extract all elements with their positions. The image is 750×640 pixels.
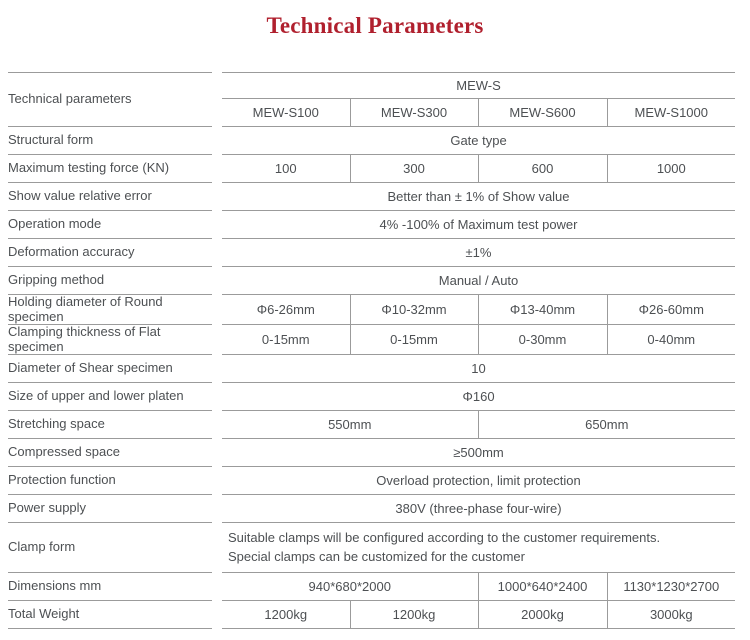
- column-gap: [212, 573, 222, 601]
- row-label-technical-parameters: Technical parameters: [8, 73, 212, 127]
- model-cell-mew-s100: MEW-S100: [222, 99, 350, 127]
- value-cell: 1200kg: [350, 601, 478, 629]
- column-gap: [212, 73, 222, 127]
- value-cell: 10: [222, 355, 735, 383]
- column-gap: [212, 239, 222, 267]
- column-gap: [212, 267, 222, 295]
- row-label: Compressed space: [8, 439, 212, 467]
- row-label: Maximum testing force (KN): [8, 155, 212, 183]
- row-label: Deformation accuracy: [8, 239, 212, 267]
- value-cell: 380V (three-phase four-wire): [222, 495, 735, 523]
- column-gap: [212, 155, 222, 183]
- table-row-header-series: [8, 73, 735, 99]
- column-gap: [212, 127, 222, 155]
- table-row-operation-mode: [8, 211, 735, 239]
- table-row-dimensions: [8, 573, 735, 601]
- clamp-form-line-1: Suitable clamps will be configured according to the customer requirements.: [228, 529, 661, 545]
- row-label: Diameter of Shear specimen: [8, 355, 212, 383]
- table-row-show-value-relative-error: [8, 183, 735, 211]
- table-row-size-upper-lower-platen: [8, 383, 735, 411]
- table-row-gripping-method: [8, 267, 735, 295]
- model-cell-mew-s300: MEW-S300: [350, 99, 478, 127]
- column-gap: [212, 467, 222, 495]
- value-cell: 1000: [607, 155, 735, 183]
- column-gap: [212, 211, 222, 239]
- value-cell: 1000*640*2400: [478, 573, 607, 601]
- value-cell: Φ10-32mm: [350, 295, 478, 325]
- column-gap: [212, 383, 222, 411]
- value-cell: 0-40mm: [607, 325, 735, 355]
- column-gap: [212, 411, 222, 439]
- value-cell: Φ160: [222, 383, 735, 411]
- table-row-holding-diameter-round-specimen: [8, 295, 735, 325]
- value-cell: 1200kg: [222, 601, 350, 629]
- column-gap: [212, 325, 222, 355]
- row-label: Clamp form: [8, 523, 212, 573]
- value-cell: 550mm: [222, 411, 478, 439]
- table-row-max-testing-force: [8, 155, 735, 183]
- value-cell: 0-15mm: [222, 325, 350, 355]
- column-gap: [212, 601, 222, 629]
- row-label: Operation mode: [8, 211, 212, 239]
- page: [0, 10, 750, 640]
- value-cell: Φ6-26mm: [222, 295, 350, 325]
- value-cell: 0-15mm: [350, 325, 478, 355]
- column-gap: [212, 439, 222, 467]
- value-cell: 600: [478, 155, 607, 183]
- table-row-clamping-thickness-flat-specimen: [8, 325, 735, 355]
- column-gap: [212, 295, 222, 325]
- column-gap: [212, 495, 222, 523]
- table-row-power-supply: [8, 495, 735, 523]
- value-cell: 2000kg: [478, 601, 607, 629]
- value-cell: Manual / Auto: [222, 267, 735, 295]
- value-cell: 1130*1230*2700: [607, 573, 735, 601]
- row-label: Protection function: [8, 467, 212, 495]
- model-cell-mew-s1000: MEW-S1000: [607, 99, 735, 127]
- value-cell: Better than ± 1% of Show value: [222, 183, 735, 211]
- table-row-total-weight: [8, 601, 735, 629]
- table-row-structural-form: [8, 127, 735, 155]
- value-cell: [222, 523, 735, 573]
- value-cell: 100: [222, 155, 350, 183]
- row-label: Holding diameter of Round specimen: [8, 295, 212, 325]
- page-title: Technical Parameters: [266, 13, 484, 38]
- value-cell: ≥500mm: [222, 439, 735, 467]
- series-name-cell: MEW-S: [222, 73, 735, 99]
- table-row-diameter-shear-specimen: [8, 355, 735, 383]
- value-cell: 300: [350, 155, 478, 183]
- column-gap: [212, 523, 222, 573]
- clamp-form-line-2: Special clamps can be customized for the customer: [228, 548, 525, 564]
- row-label: Dimensions mm: [8, 573, 212, 601]
- row-label: Gripping method: [8, 267, 212, 295]
- value-cell: 0-30mm: [478, 325, 607, 355]
- table-row-clamp-form: [8, 523, 735, 573]
- table-row-protection-function: [8, 467, 735, 495]
- row-label: Total Weight: [8, 601, 212, 629]
- row-label: Power supply: [8, 495, 212, 523]
- value-cell: 940*680*2000: [222, 573, 478, 601]
- table-row-deformation-accuracy: [8, 239, 735, 267]
- row-label: Stretching space: [8, 411, 212, 439]
- table-row-compressed-space: [8, 439, 735, 467]
- value-cell: 4% -100% of Maximum test power: [222, 211, 735, 239]
- row-label: Structural form: [8, 127, 212, 155]
- column-gap: [212, 183, 222, 211]
- technical-parameters-table: [8, 72, 735, 629]
- value-cell: Φ13-40mm: [478, 295, 607, 325]
- row-label: Clamping thickness of Flat specimen: [8, 325, 212, 355]
- value-cell: ±1%: [222, 239, 735, 267]
- value-cell: 650mm: [478, 411, 735, 439]
- model-cell-mew-s600: MEW-S600: [478, 99, 607, 127]
- table-row-stretching-space: [8, 411, 735, 439]
- row-label: Show value relative error: [8, 183, 212, 211]
- row-label: Size of upper and lower platen: [8, 383, 212, 411]
- value-cell: Gate type: [222, 127, 735, 155]
- value-cell: Overload protection, limit protection: [222, 467, 735, 495]
- column-gap: [212, 355, 222, 383]
- value-cell: Φ26-60mm: [607, 295, 735, 325]
- value-cell: 3000kg: [607, 601, 735, 629]
